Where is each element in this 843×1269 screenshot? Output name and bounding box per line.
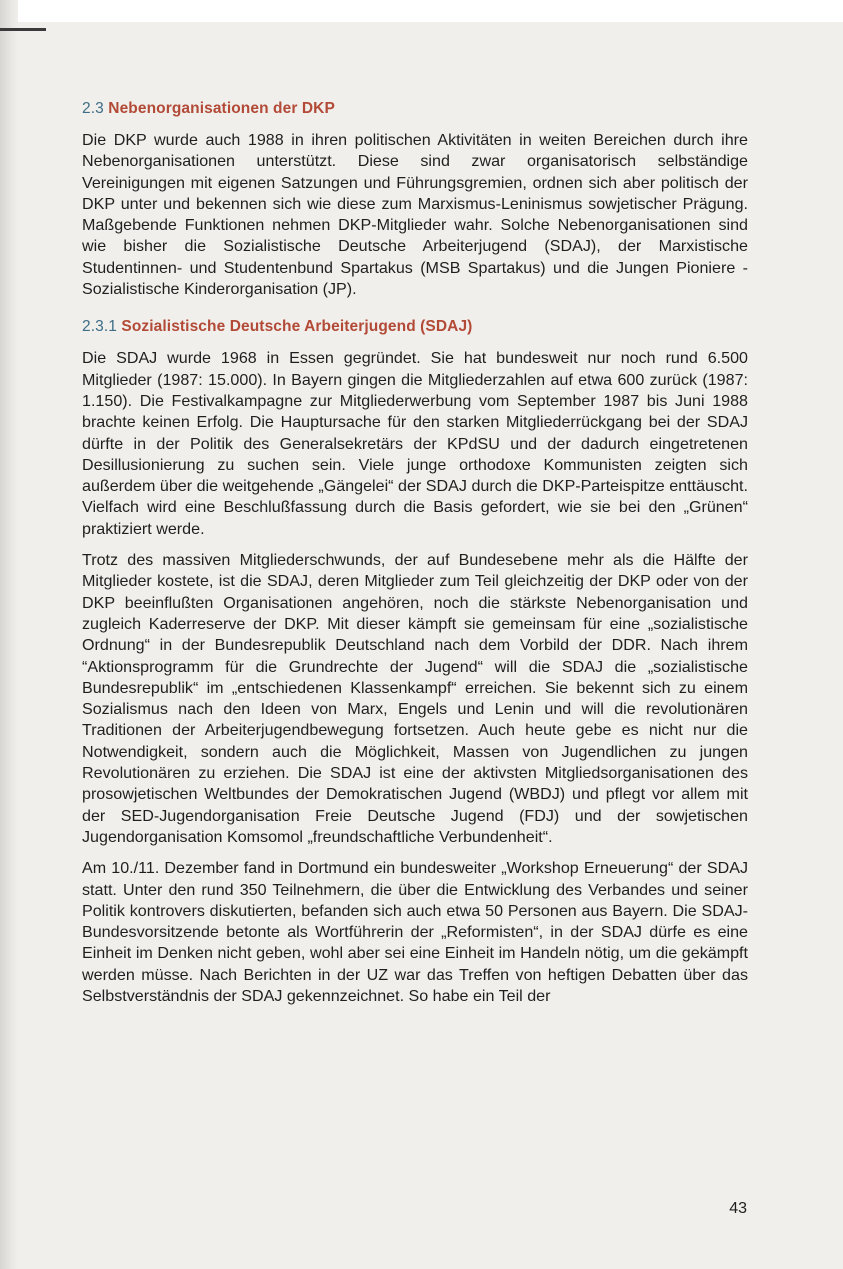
section-number: 2.3 [82, 100, 104, 117]
section-heading-2-3 [82, 100, 748, 118]
paragraph: Am 10./11. Dezember fand in Dortmund ein bundesweiter „Workshop Erneuerung“ der SDAJ statt. Unter den rund 350 Teilnehmern, die über die Entwicklung des Verbandes und seiner Politik kontrovers diskutierten, befanden sich auch etwa 50 Personen aus Bayern. Die SDAJ-Bundesvorsitzende betonte als Wortführerin der „Reformisten“, in der SDAJ dürfe es eine Einheit im Denken nicht geben, wohl aber sei eine Einheit im Handeln nötig, um die gekämpft werden müsse. Nach Berichten in der UZ war das Treffen von heftigen Debatten über das Selbstverständnis der SDAJ gekennzeichnet. So habe ein Teil der [82, 859, 748, 1005]
paragraph: Die DKP wurde auch 1988 in ihren politischen Aktivitäten in weiten Bereichen durch ihre Nebenorganisationen unterstützt. Diese sind zwar organisatorisch selbständige Vereinigungen mit eigenen Satzungen und Führungsgremien, ordnen sich aber politisch der DKP unter und bekennen sich wie diese zum Marxismus-Leninismus sowjetischer Prägung. Maßgebende Funktionen nehmen DKP-Mitglieder wahr. Solche Nebenorganisationen sind wie bisher die Sozialistische Deutsche Arbeiterjugend (SDAJ), der Marxistische Studentinnen- und Studentenbund Spartakus (MSB Spartakus) und die Jungen Pioniere - Sozialistische Kinderorganisation (JP). [82, 131, 748, 299]
section-number: 2.3.1 [82, 318, 117, 336]
paragraph: Trotz des massiven Mitgliederschwunds, der auf Bundesebene mehr als die Hälfte der Mitglieder kostete, ist die SDAJ, deren Mitglieder zum Teil gleichzeitig der DKP oder von der DKP beeinflußten Organisationen angehören, noch die stärkste Nebenorganisation und zugleich Kaderreserve der DKP. Mit dieser kämpft sie gemeinsam für eine „sozialistische Ordnung“ in der Bundesrepublik Deutschland nach dem Vorbild der DDR. Nach ihrem “Aktionsprogramm für die Grundrechte der Jugend“ will die SDAJ die „sozialistische Bundesrepublik“ im „entschiedenen Klassenkampf“ erreichen. Sie bekennt sich zu einem Sozialismus nach den Ideen von Marx, Engels und Lenin und will die revolutionären Traditionen der Arbeiterjugendbewegung fortsetzen. Auch heute gebe es nicht nur die Notwendigkeit, sondern auch die Möglichkeit, Massen von Jugendlichen zu jungen Revolutionären zu erziehen. Die SDAJ ist eine der aktivsten Mitgliedsorganisationen des prosowjetischen Weltbundes der Demokratischen Jugend (WBDJ) und pflegt vor allem mit der SED-Jugendorganisation Freie Deutsche Jugend (FDJ) und der sowjetischen Jugendorganisation Komsomol „freundschaftliche Verbundenheit“. [82, 551, 748, 846]
paragraph: Die SDAJ wurde 1968 in Essen gegründet. Sie hat bundesweit nur noch rund 6.500 Mitglieder (1987: 15.000). In Bayern gingen die Mitgliederzahlen auf etwa 600 zurück (1987: 1.150). Die Festivalkampagne zur Mitgliederwerbung vom September 1987 bis Juni 1988 brachte keinen Erfolg. Die Hauptursache für den starken Mitgliederrückgang bei der SDAJ dürfte in der Politik des Generalsekretärs der KPdSU und der dadurch eingetretenen Desillusionierung zu suchen sein. Viele junge orthodoxe Kommunisten zeigten sich außerdem über die weitgehende „Gängelei“ der SDAJ durch die DKP-Parteispitze enttäuscht. Vielfach wird eine Beschlußfassung durch die Basis gefordert, wie sie bei den „Grünen“ praktiziert werde. [82, 349, 748, 538]
scan-top-margin [0, 0, 843, 22]
scan-edge-mark [0, 28, 46, 31]
scan-binding-shadow [0, 0, 18, 1269]
section-title: Nebenorganisationen der DKP [108, 100, 335, 117]
section-title: Sozialistische Deutsche Arbeiterjugend (SDAJ) [121, 318, 473, 336]
section-heading-2-3-1 [82, 318, 748, 336]
page-number: 43 [729, 1200, 747, 1217]
main-text-block [82, 100, 748, 1017]
